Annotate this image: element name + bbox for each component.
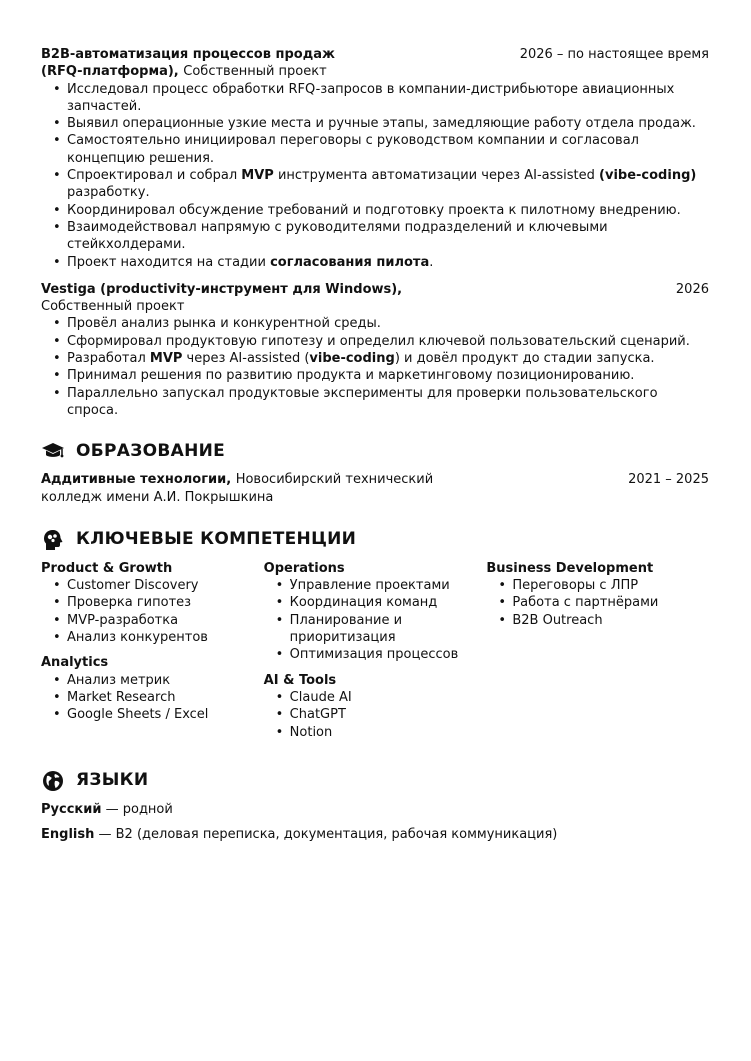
bullet-emphasis: MVP [241,168,274,184]
bullet-text: Координировал обсуждение требований и подготовку проекта к пилотному внедрению. [67,202,681,218]
bullet-item [67,115,709,132]
section-heading-text: КЛЮЧЕВЫЕ КОМПЕТЕНЦИИ [76,529,357,550]
bullet-text: инструмента автоматизации через AI-assisted [273,168,600,184]
skill-item: • B2B Outreach [512,612,709,629]
bullet-item [67,367,709,384]
bullet-item [67,315,709,332]
experience-entry [41,46,709,271]
bullet-text: . [429,254,434,270]
skill-item: • Notion [290,724,487,741]
bullet-text: Спроектировал и собрал [67,168,242,184]
experience-bullets [41,315,709,419]
skills-column [264,560,487,749]
skill-item: • Координация команд [290,594,487,611]
skill-item: • Планирование и приоритизация [290,612,487,647]
skills-column [486,560,709,749]
education-title [41,471,451,506]
section-heading-text: ЯЗЫКИ [76,770,149,791]
skill-group [264,560,487,664]
skill-group-title: Analytics [41,655,109,671]
skill-item: • Управление проектами [290,577,487,594]
skill-item: • Claude AI [290,689,487,706]
experience-title-plain: Собственный проект [183,64,327,80]
bullet-item [67,167,709,202]
language-row [41,801,709,818]
bullet-text: ) и довёл продукт до стадии запуска. [394,351,655,367]
skill-item: • MVP-разработка [67,612,264,629]
bullet-item [67,333,709,350]
skill-item: • ChatGPT [290,706,487,723]
bullet-emphasis: (vibe-coding) [599,168,697,184]
globe-icon [41,771,65,791]
experience-title-bold: B2B-автоматизация процессов продаж (RFQ-платформа), [41,47,335,80]
experience-date: 2026 – по настоящее время [519,47,709,62]
skill-item: • Анализ конкурентов [67,629,264,646]
section-heading-languages [41,771,709,791]
skill-list [486,577,709,629]
languages-list [41,801,709,844]
experience-title-plain: Собственный проект [41,299,185,315]
graduation-cap-icon [41,441,65,461]
bullet-emphasis: MVP [149,351,183,367]
skill-item: • Анализ метрик [67,672,264,689]
experience-title [41,46,371,81]
skill-group-title: Operations [263,560,345,576]
skill-item: • Customer Discovery [67,577,264,594]
skill-group [264,672,487,741]
bullet-text: разработку. [67,185,150,201]
skill-group [41,560,264,646]
skill-group-title: Product & Growth [41,560,173,576]
bullet-text: Взаимодействовал напрямую с руководителями подразделений и ключевыми стейкхолдерами. [67,219,608,253]
bullet-text: Выявил операционные узкие места и ручные этапы, замедляющие работу отдела продаж. [67,116,696,132]
brain-head-icon [41,530,65,550]
education-entry [41,471,709,506]
bullet-text: Провёл анализ рынка и конкурентной среды. [67,316,381,332]
skill-item: • Market Research [67,689,264,706]
skill-item: • Оптимизация процессов [290,646,487,663]
experience-title-bold: Vestiga (productivity-инструмент для Windows), [41,281,403,297]
skill-list [264,689,487,741]
skill-group-title: AI & Tools [263,672,337,688]
skill-item: • Google Sheets / Excel [67,706,264,723]
bullet-text: Исследовал процесс обработки RFQ-запросов в компании-дистрибьюторе авиационных запчастей. [67,81,675,114]
language-level: — B2 (деловая переписка, документация, рабочая коммуникация) [94,827,558,843]
skill-list [41,672,264,724]
skill-group-title: Business Development [486,560,654,576]
experience-entry [41,281,709,419]
language-row [41,826,709,843]
education-title-plain: Новосибирский технический колледж имени А.И. Покрышкина [41,472,434,505]
experience-title [41,281,461,316]
skill-item: • Переговоры с ЛПР [512,577,709,594]
bullet-item [67,202,709,219]
bullet-text: Самостоятельно инициировал переговоры с руководством компании и согласовал концепцию решения. [67,133,639,166]
bullet-item [67,350,709,367]
language-name: Русский [41,801,102,817]
skills-column [41,560,264,749]
bullet-text: Принимал решения по развитию продукта и маркетинговому позиционированию. [67,368,635,384]
skill-list [41,577,264,646]
bullet-item [67,219,709,254]
experience-date: 2026 [675,281,709,297]
skills-grid [41,560,709,749]
section-heading-skills [41,530,709,550]
bullet-item [67,254,709,271]
bullet-emphasis: согласования пилота [270,254,430,270]
bullet-item [67,385,709,420]
skill-group [486,560,709,629]
bullet-text: через AI-assisted ( [182,351,310,367]
section-heading-education [41,441,709,461]
bullet-item [67,132,709,167]
skill-group [41,654,264,723]
bullet-text: Проект находится на стадии [67,254,271,270]
skill-item: • Работа с партнёрами [512,594,709,611]
language-name: English [41,827,95,843]
language-level: — родной [101,801,173,817]
bullet-emphasis: vibe-coding [309,351,395,367]
resume-page [41,46,709,851]
skill-list [264,577,487,663]
skill-item: • Проверка гипотез [67,594,264,611]
bullet-item [67,81,709,116]
bullet-text: Сформировал продуктовую гипотезу и определил ключевой пользовательский сценарий. [67,333,690,349]
bullet-text: Разработал [67,351,150,367]
bullet-text: Параллельно запускал продуктовые эксперименты для проверки пользовательского спроса. [67,385,658,418]
education-title-bold: Аддитивные технологии, [41,472,232,488]
education-date: 2021 – 2025 [628,472,709,488]
experience-bullets [41,81,709,271]
section-heading-text: ОБРАЗОВАНИЕ [76,440,226,461]
